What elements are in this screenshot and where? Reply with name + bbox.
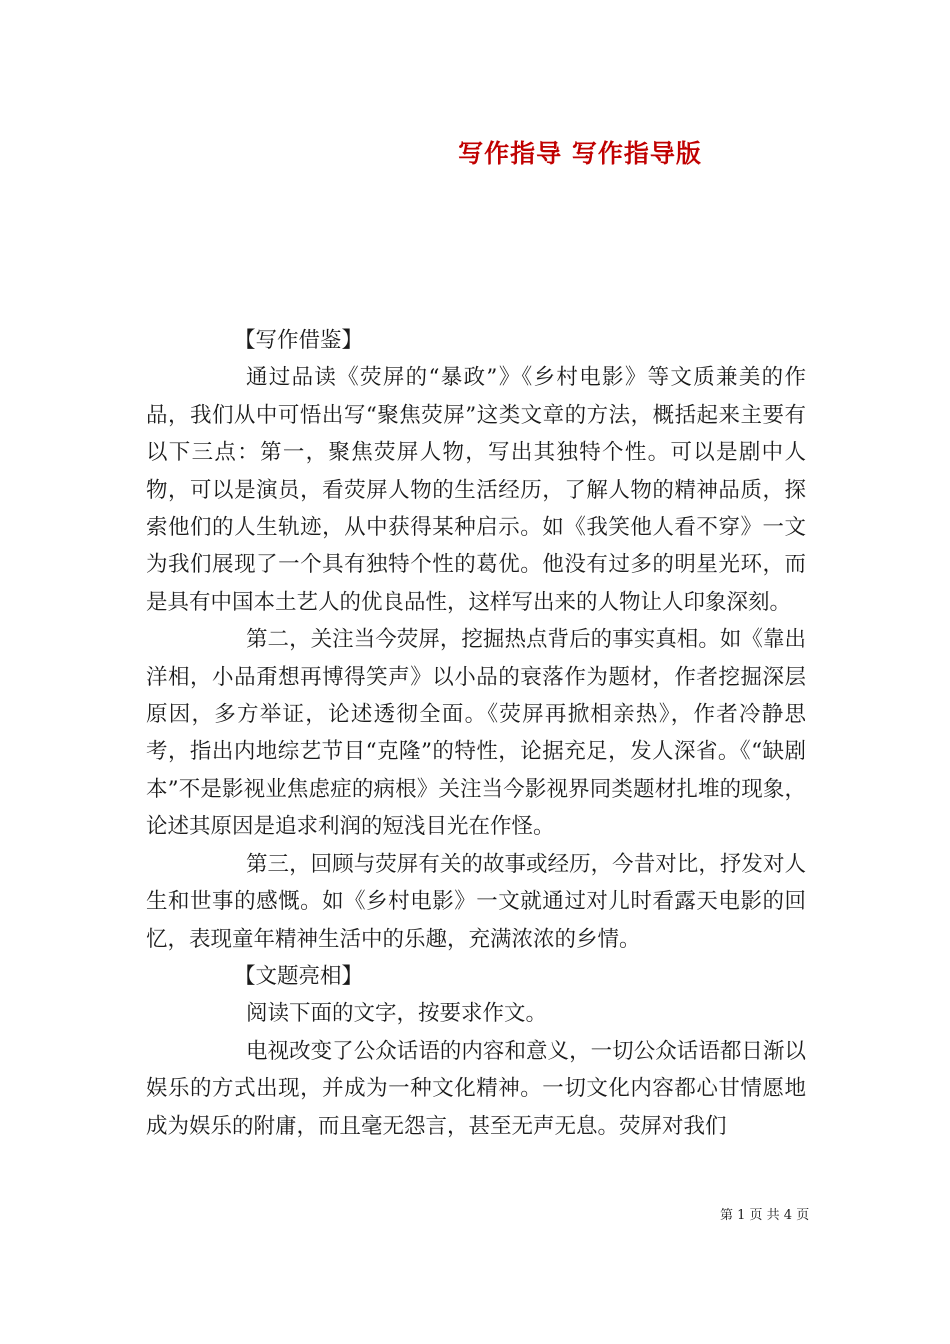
paragraph-second: 第二，关注当今荧屏，挖掘热点背后的事实真相。如《靠出洋相，小品甭想再博得笑声》以小品的衰落作为题材，作者挖掘深层原因，多方举证，论述透彻全面。《荧屏再掀相亲热》，作者冷静思考，指出内地综艺节目“克隆”的特性，论据充足，发人深省。《“缺剧本”不是影视业焦虑症的病根》关注当今影视界同类题材扎堆的现象，论述其原因是追求利润的短浅目光在作怪。: [146, 627, 806, 840]
section-heading-topic: 【文题亮相】: [234, 963, 364, 989]
paragraph-instruction: 阅读下面的文字，按要求作文。: [246, 1001, 548, 1027]
document-title: 写作指导 写作指导版: [458, 139, 702, 168]
paragraph-intro: 通过品读《荧屏的“暴政”》《乡村电影》等文质兼美的作品，我们从中可悟出写“聚焦荧屏”这类文章的方法，概括起来主要有以下三点：第一，聚焦荧屏人物，写出其独特个性。可以是剧中人物，可以是演员，看荧屏人物的生活经历，了解人物的精神品质，探索他们的人生轨迹，从中获得某种启示。如《我笑他人看不穿》一文为我们展现了一个具有独特个性的葛优。他没有过多的明星光环，而是具有中国本土艺人的优良品性，这样写出来的人物让人印象深刻。: [146, 365, 806, 615]
page-footer: 第 1 页 共 4 页: [720, 1208, 810, 1223]
document-body: [146, 322, 806, 1145]
paragraph-third: 第三，回顾与荧屏有关的故事或经历，今昔对比，抒发对人生和世事的感慨。如《乡村电影》一文就通过对儿时看露天电影的回忆，表现童年精神生活中的乐趣，充满浓浓的乡情。: [146, 851, 806, 952]
paragraph-prompt: 电视改变了公众话语的内容和意义，一切公众话语都日渐以娱乐的方式出现，并成为一种文化精神。一切文化内容都心甘情愿地成为娱乐的附庸，而且毫无怨言，甚至无声无息。荧屏对我们: [146, 1038, 806, 1139]
section-heading-writing-reference: 【写作借鉴】: [234, 328, 364, 353]
